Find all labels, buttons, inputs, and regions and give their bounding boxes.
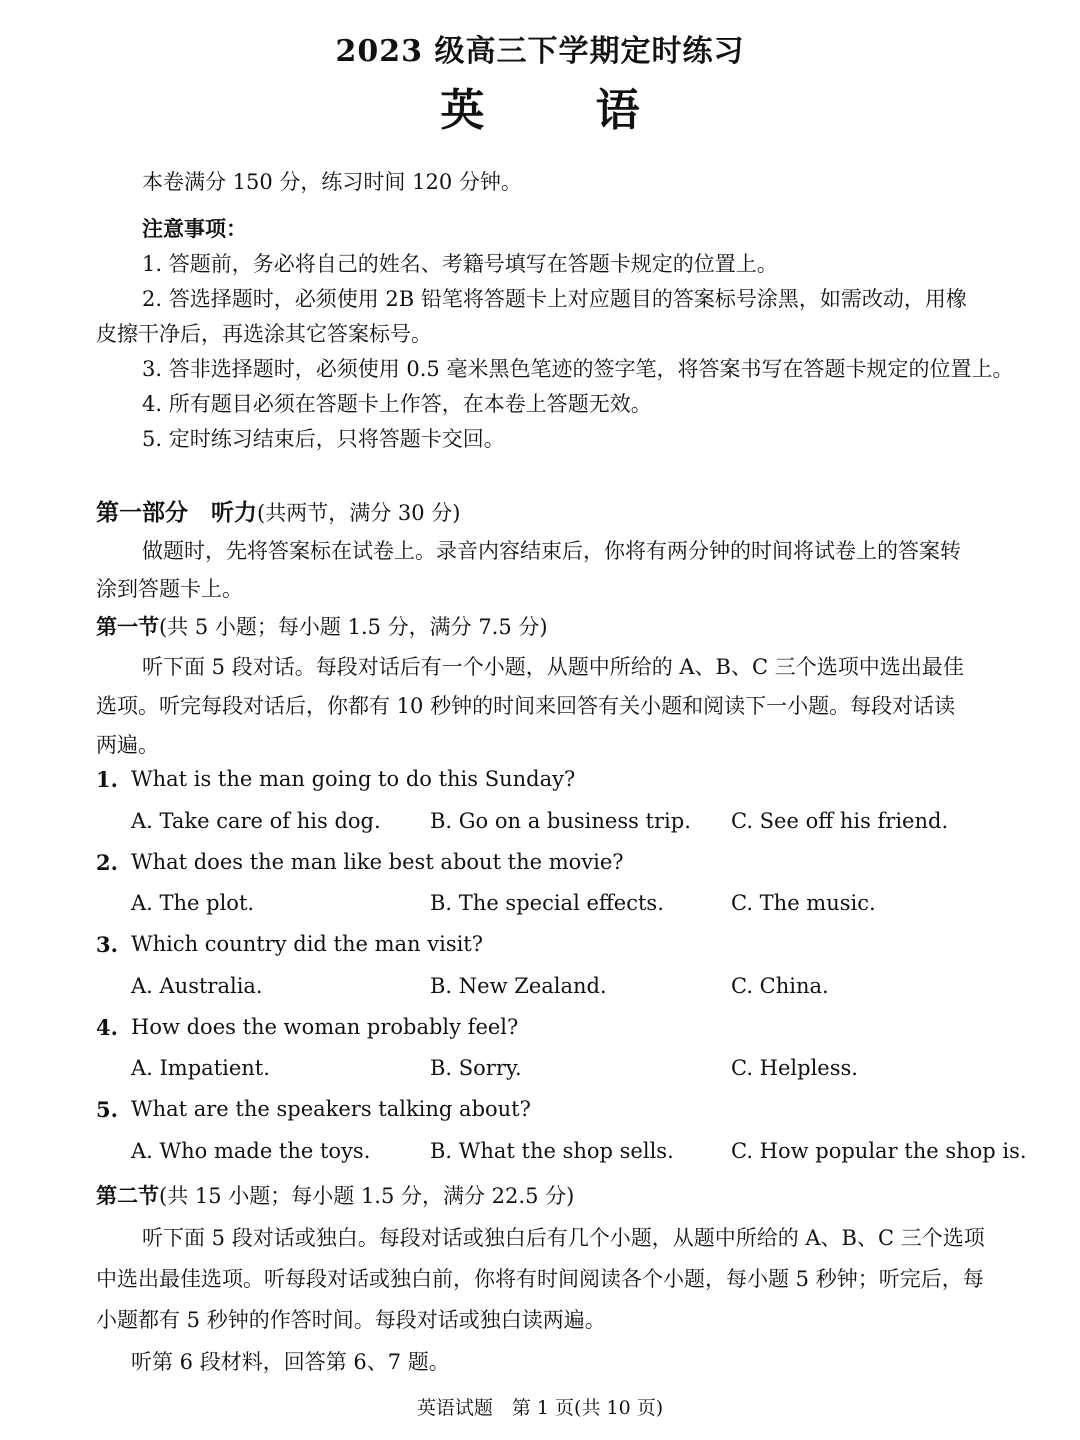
section2-heading: 第二节 bbox=[96, 1183, 159, 1208]
option-b: B. Sorry. bbox=[430, 1056, 522, 1080]
option-c: C. See off his friend. bbox=[731, 809, 949, 833]
option-c: C. China. bbox=[731, 974, 829, 998]
option-a: A. Who made the toys. bbox=[131, 1139, 371, 1163]
section1-instruction: 选项。听完每段对话后，你都有 10 秒钟的时间来回答有关小题和阅读下一小题。每段对话读 bbox=[96, 694, 956, 718]
notice-heading: 注意事项： bbox=[142, 216, 247, 241]
option-a: A. Australia. bbox=[131, 974, 263, 998]
notice-item: 3. 答非选择题时，必须使用 0.5 毫米黑色笔迹的签字笔，将答案书写在答题卡规定的位置上。 bbox=[142, 357, 1014, 381]
option-b: B. New Zealand. bbox=[430, 974, 607, 998]
part1-instruction: 涂到答题卡上。 bbox=[96, 577, 243, 601]
option-b: B. The special effects. bbox=[430, 891, 664, 915]
section2-instruction: 小题都有 5 秒钟的作答时间。每段对话或独白读两遍。 bbox=[96, 1308, 606, 1332]
option-c: C. The music. bbox=[731, 891, 876, 915]
option-b: B. Go on a business trip. bbox=[430, 809, 691, 833]
part1-instruction: 做题时，先将答案标在试卷上。录音内容结束后，你将有两分钟的时间将试卷上的答案转 bbox=[142, 539, 961, 563]
section2-instruction: 听下面 5 段对话或独白。每段对话或独白后有几个小题，从题中所给的 A、B、C 三个选项 bbox=[142, 1226, 985, 1250]
option-c: C. Helpless. bbox=[731, 1056, 858, 1080]
notice-item: 4. 所有题目必须在答题卡上作答，在本卷上答题无效。 bbox=[142, 392, 652, 416]
section1-heading-note: (共 5 小题；每小题 1.5 分，满分 7.5 分) bbox=[159, 615, 548, 639]
page-footer: 英语试题 第 1 页(共 10 页) bbox=[416, 1397, 664, 1419]
part1-heading-note: (共两节，满分 30 分) bbox=[257, 501, 461, 525]
section1-heading: 第一节 bbox=[96, 614, 159, 639]
question-number: 2. bbox=[96, 850, 118, 875]
question-text: What is the man going to do this Sunday? bbox=[131, 767, 576, 791]
question-number: 1. bbox=[96, 767, 118, 792]
notice-item: 1. 答题前，务必将自己的姓名、考籍号填写在答题卡规定的位置上。 bbox=[142, 252, 778, 276]
question-text: How does the woman probably feel? bbox=[131, 1015, 519, 1039]
section2-instruction: 中选出最佳选项。听每段对话或独白前，你将有时间阅读各个小题，每小题 5 秒钟；听完后，每 bbox=[96, 1267, 984, 1291]
part1-heading: 第一部分 听力 bbox=[96, 499, 257, 526]
notice-item: 2. 答选择题时，必须使用 2B 铅笔将答题卡上对应题目的答案标号涂黑，如需改动，用橡 bbox=[142, 287, 967, 311]
section2-heading-line bbox=[96, 1180, 574, 1210]
option-b: B. What the shop sells. bbox=[430, 1139, 674, 1163]
section1-heading-line bbox=[96, 611, 548, 641]
section1-instruction: 听下面 5 段对话。每段对话后有一个小题，从题中所给的 A、B、C 三个选项中选出最佳 bbox=[142, 655, 964, 679]
section2-heading-note: (共 15 小题；每小题 1.5 分，满分 22.5 分) bbox=[159, 1184, 575, 1208]
question-text: What does the man like best about the movie? bbox=[131, 850, 624, 874]
listen-note: 听第 6 段材料，回答第 6、7 题。 bbox=[131, 1350, 450, 1374]
notice-item: 5. 定时练习结束后，只将答题卡交回。 bbox=[142, 427, 505, 451]
question-number: 4. bbox=[96, 1015, 118, 1040]
intro-text: 本卷满分 150 分，练习时间 120 分钟。 bbox=[142, 170, 522, 194]
option-a: A. The plot. bbox=[131, 891, 255, 915]
section1-instruction: 两遍。 bbox=[96, 733, 159, 757]
subject-title: 英 语 bbox=[440, 85, 688, 136]
notice-item: 皮擦干净后，再选涂其它答案标号。 bbox=[96, 322, 432, 346]
question-text: Which country did the man visit? bbox=[131, 932, 484, 956]
exam-title: 2023 级高三下学期定时练习 bbox=[335, 34, 745, 69]
question-number: 5. bbox=[96, 1097, 118, 1122]
part1-heading-line bbox=[96, 494, 460, 527]
option-a: A. Take care of his dog. bbox=[131, 809, 381, 833]
option-c: C. How popular the shop is. bbox=[731, 1139, 1027, 1163]
question-number: 3. bbox=[96, 932, 118, 957]
question-text: What are the speakers talking about? bbox=[131, 1097, 531, 1121]
option-a: A. Impatient. bbox=[131, 1056, 270, 1080]
